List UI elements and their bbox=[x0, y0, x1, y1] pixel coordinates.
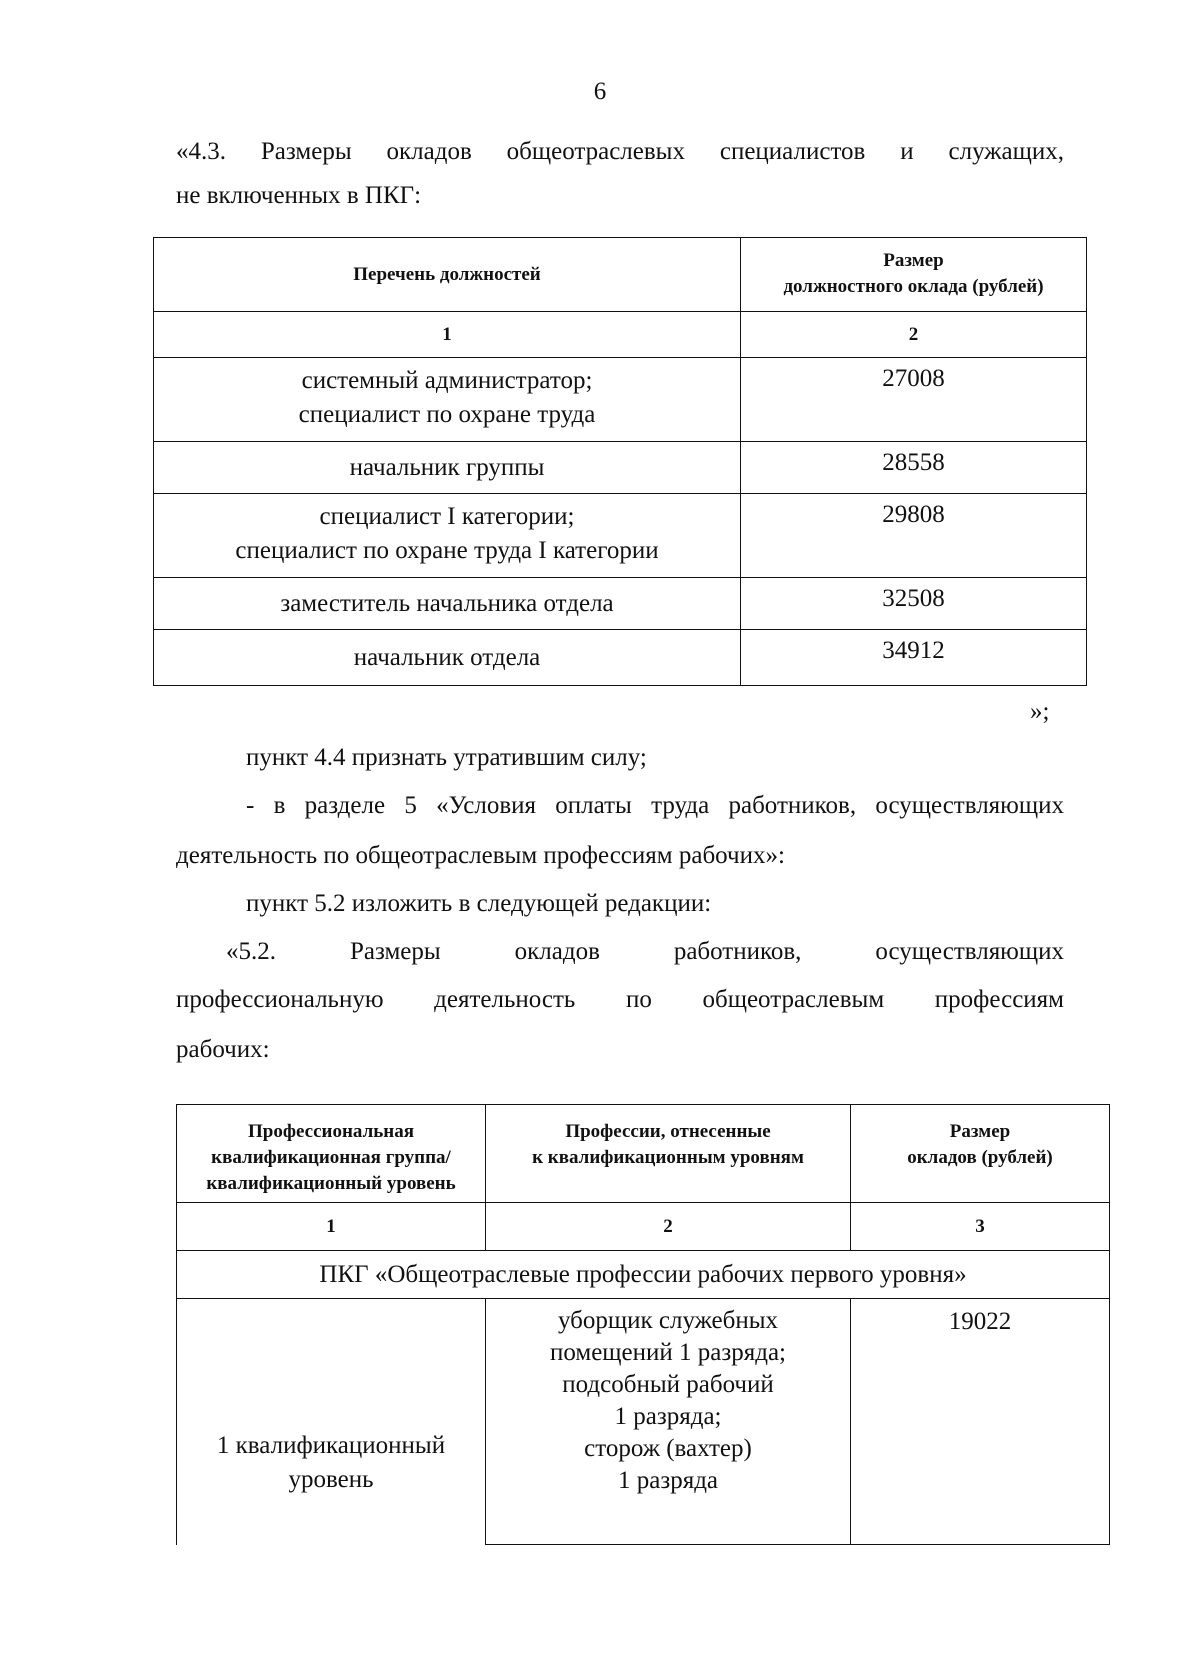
table1-num-1: 1 bbox=[154, 312, 741, 358]
header-line: окладов (рублей) bbox=[907, 1147, 1053, 1168]
header-line: квалификационная группа/ bbox=[211, 1147, 451, 1168]
page-number: 6 bbox=[593, 78, 607, 105]
table2-num-1: 1 bbox=[177, 1203, 486, 1251]
paragraph-section-5-line2: деятельность по общеотраслевым профессиям рабочих»: bbox=[176, 842, 785, 869]
section-4-3-line2: не включенных в ПКГ: bbox=[176, 182, 422, 209]
table-row bbox=[154, 442, 1087, 494]
section-4-3-line1: «4.3. Размеры окладов общеотраслевых специалистов и служащих, bbox=[176, 138, 1064, 165]
salary-cell: 28558 bbox=[741, 442, 1087, 494]
table2-group-row bbox=[177, 1251, 1110, 1299]
position-cell: заместитель начальника отдела bbox=[154, 578, 741, 630]
table1-header-row bbox=[154, 238, 1087, 312]
profession-line: сторож (вахтер) bbox=[584, 1435, 752, 1462]
table2-header-row bbox=[177, 1105, 1110, 1203]
paragraph-4-4: пункт 4.4 признать утратившим силу; bbox=[246, 744, 647, 771]
position-line: специалист по охране труда bbox=[298, 401, 596, 428]
qualification-level-cell bbox=[177, 1299, 486, 1545]
position-cell bbox=[154, 358, 741, 442]
paragraph-5-2-line3: рабочих: bbox=[176, 1036, 270, 1063]
table2-header-professions bbox=[486, 1105, 851, 1203]
table1-closing-quote: »; bbox=[1030, 698, 1050, 725]
pkg-group-title: ПКГ «Общеотраслевые профессии рабочих первого уровня» bbox=[177, 1251, 1110, 1299]
header-line: Профессиональная bbox=[247, 1121, 415, 1142]
table2-num-3: 3 bbox=[851, 1203, 1110, 1251]
salary-cell: 19022 bbox=[851, 1299, 1110, 1545]
table-row bbox=[154, 630, 1087, 686]
level-line: уровень bbox=[288, 1466, 374, 1493]
table-row bbox=[154, 358, 1087, 442]
table1-header-salary bbox=[741, 238, 1087, 312]
position-cell bbox=[154, 494, 741, 578]
table2-num-2: 2 bbox=[486, 1203, 851, 1251]
table1-header-salary-line2: должностного оклада (рублей) bbox=[783, 276, 1044, 297]
header-line: Профессии, отнесенные bbox=[565, 1121, 771, 1142]
level-line: 1 квалификационный bbox=[216, 1432, 446, 1459]
profession-line: 1 разряда; bbox=[614, 1403, 722, 1430]
profession-line: помещений 1 разряда; bbox=[549, 1339, 787, 1366]
position-cell: начальник отдела bbox=[154, 630, 741, 686]
salary-cell: 29808 bbox=[741, 494, 1087, 578]
header-line: к квалификационным уровням bbox=[532, 1147, 804, 1168]
paragraph-5-2-intro: пункт 5.2 изложить в следующей редакции: bbox=[246, 890, 712, 917]
table2-header-salary bbox=[851, 1105, 1110, 1203]
table2-header-group bbox=[177, 1105, 486, 1203]
header-line: квалификационный уровень bbox=[206, 1173, 456, 1194]
paragraph-5-2-line2: профессиональную деятельность по общеотраслевым профессиям bbox=[176, 986, 1064, 1013]
profession-line: 1 разряда bbox=[617, 1467, 719, 1494]
position-line: системный администратор; bbox=[301, 367, 593, 394]
table1-num-2: 2 bbox=[741, 312, 1087, 358]
salary-cell: 27008 bbox=[741, 358, 1087, 442]
position-line: специалист по охране труда I категории bbox=[235, 537, 659, 564]
table1-header-positions: Перечень должностей bbox=[154, 238, 741, 312]
salary-table-specialists bbox=[153, 237, 1087, 686]
table-row bbox=[154, 494, 1087, 578]
salary-table-workers bbox=[176, 1104, 1110, 1545]
position-cell: начальник группы bbox=[154, 442, 741, 494]
profession-line: подсобный рабочий bbox=[562, 1371, 774, 1398]
table2-numbering-row bbox=[177, 1203, 1110, 1251]
profession-line: уборщик служебных bbox=[557, 1307, 779, 1334]
table-row bbox=[177, 1299, 1110, 1545]
salary-cell: 32508 bbox=[741, 578, 1087, 630]
header-line: Размер bbox=[949, 1121, 1011, 1142]
paragraph-section-5-line1: - в разделе 5 «Условия оплаты труда работников, осуществляющих bbox=[246, 792, 1064, 819]
position-line: специалист I категории; bbox=[319, 503, 575, 530]
table1-numbering-row bbox=[154, 312, 1087, 358]
paragraph-5-2-line1: «5.2. Размеры окладов работников, осуществляющих bbox=[226, 938, 1064, 965]
salary-cell: 34912 bbox=[741, 630, 1087, 686]
table-row bbox=[154, 578, 1087, 630]
table1-header-salary-line1: Размер bbox=[883, 250, 944, 271]
professions-cell bbox=[486, 1299, 851, 1545]
